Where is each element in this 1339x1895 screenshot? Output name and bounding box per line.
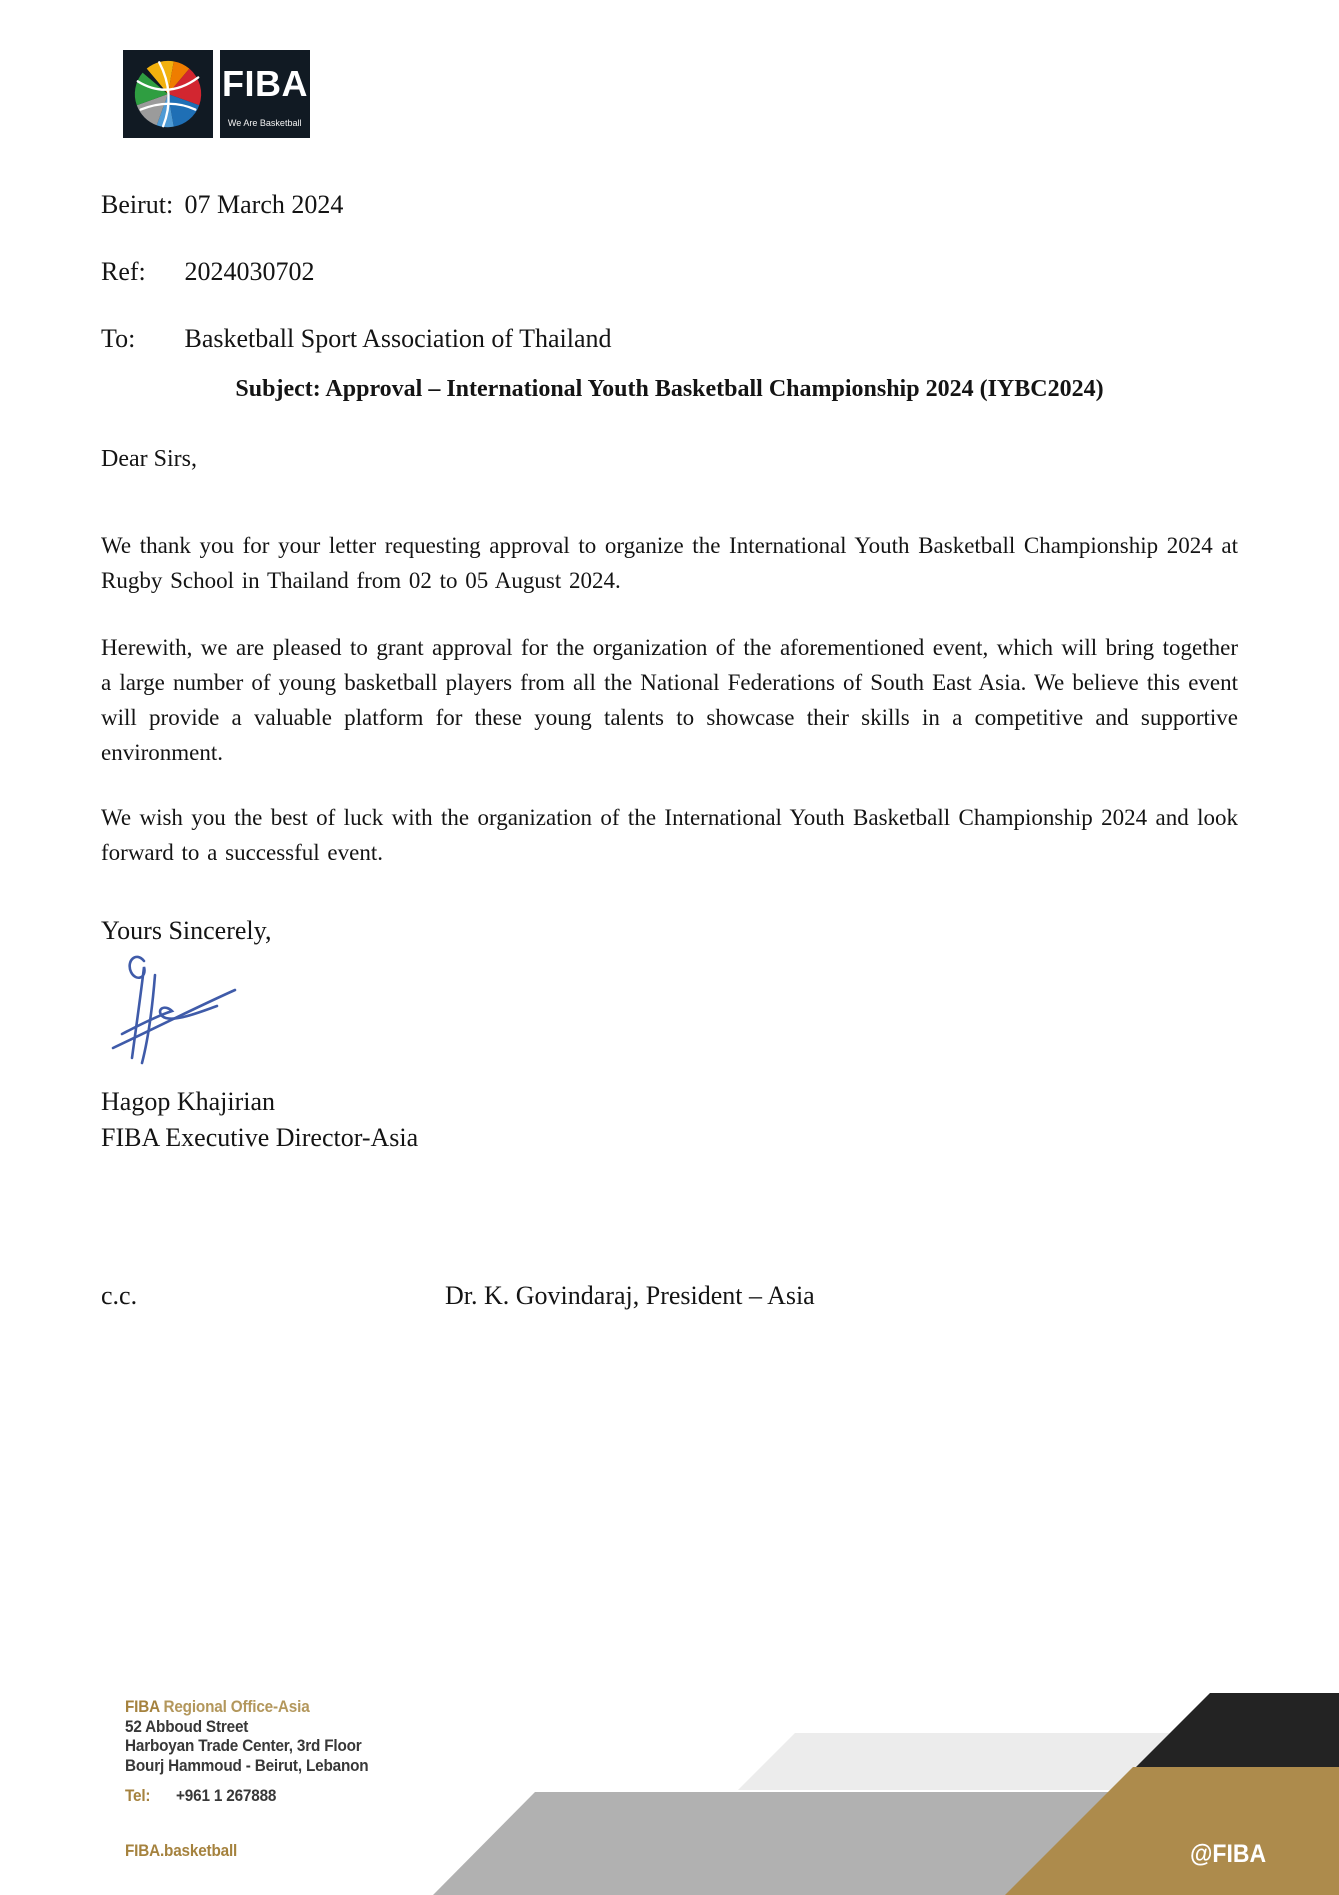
body-paragraph-2: Herewith, we are pleased to grant approval for the organization of the aforementioned event, which will bring together a large number of young basketball players from all the National Federations of South East Asia. We believe this event will provide a valuable platform for these young talents to showcase their skills in a competitive and supportive environment.	[101, 635, 1238, 765]
salutation: Dear Sirs,	[101, 446, 197, 472]
fiba-wordmark: FIBA	[222, 63, 308, 104]
footer-office-rest: Regional Office-Asia	[163, 1697, 310, 1716]
subject-line: Subject: Approval – International Youth Basketball Championship 2024 (IYBC2024)	[235, 376, 1104, 402]
footer-address-line-1: 52 Abboud Street	[125, 1716, 249, 1736]
footer-social-handle: @FIBA	[1190, 1840, 1267, 1868]
cc-recipient: Dr. K. Govindaraj, President – Asia	[445, 1281, 815, 1310]
fiba-logo	[123, 50, 310, 138]
body-paragraph-3: We wish you the best of luck with the organization of the International Youth Basketball Championship 2024 and look forward to a successful event.	[101, 805, 1238, 865]
footer-address-line-3: Bourj Hammoud - Beirut, Lebanon	[125, 1755, 369, 1775]
meta-row-date	[101, 190, 612, 220]
handwritten-signature	[105, 948, 255, 1073]
letter-meta	[101, 190, 612, 391]
fiba-basketball-icon	[123, 50, 213, 138]
signer-block	[101, 1084, 418, 1156]
fiba-tagline: We Are Basketball	[228, 118, 302, 129]
to-label: To:	[101, 324, 136, 353]
date-value: 07 March 2024	[184, 190, 344, 219]
footer-shape-black	[1136, 1693, 1339, 1767]
body-paragraph-1: We thank you for your letter requesting approval to organize the International Youth Basketball Championship 2024 at Rugby School in Thailand from 02 to 05 August 2024.	[101, 533, 1238, 593]
footer-website: FIBA.basketball	[125, 1840, 238, 1860]
footer-office-brand: FIBA	[125, 1697, 160, 1716]
ref-value: 2024030702	[184, 257, 315, 286]
tel-label: Tel:	[125, 1786, 151, 1805]
to-value: Basketball Sport Association of Thailand	[184, 324, 612, 353]
tel-value: +961 1 267888	[176, 1786, 277, 1805]
basketball-globe-icon	[128, 55, 208, 133]
date-label: Beirut:	[101, 190, 174, 219]
meta-row-to	[101, 324, 612, 354]
fiba-wordmark-block	[220, 50, 310, 138]
signer-name: Hagop Khajirian	[101, 1087, 276, 1116]
footer-office-title	[125, 1697, 368, 1717]
signer-title: FIBA Executive Director-Asia	[101, 1123, 419, 1152]
meta-row-ref	[101, 257, 612, 287]
footer-address-block	[125, 1697, 368, 1860]
footer-address-line-2: Harboyan Trade Center, 3rd Floor	[125, 1736, 362, 1755]
ref-label: Ref:	[101, 257, 146, 286]
cc-label: c.c.	[101, 1281, 138, 1310]
footer-tel-row	[125, 1786, 368, 1806]
closing-phrase: Yours Sincerely,	[101, 916, 272, 945]
